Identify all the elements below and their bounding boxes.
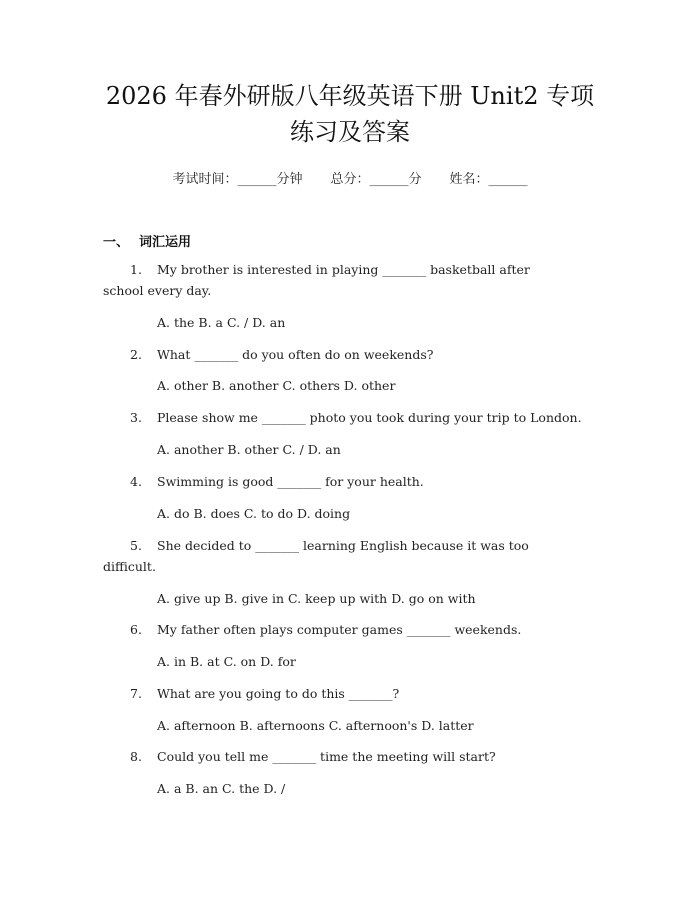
name-label: 姓名：______: [449, 172, 528, 187]
question-options: A. do B. does C. to do D. doing: [157, 506, 351, 521]
total-score-label: 总分：______分: [330, 172, 422, 187]
question-options: A. afternoon B. afternoons C. afternoon's D. latter: [157, 718, 474, 733]
question-text: She decided to _______ learning English because it was too: [157, 538, 529, 553]
question-number: 6.: [130, 622, 142, 637]
question-number: 4.: [130, 474, 142, 489]
question-text: Please show me _______ photo you took during your trip to London.: [157, 410, 582, 425]
question-number: 2.: [130, 347, 142, 362]
question-number: 7.: [130, 686, 142, 701]
title-line-2: 练习及答案: [290, 118, 410, 146]
title-line-1: 2026 年春外研版八年级英语下册 Unit2 专项: [105, 82, 595, 110]
question-options: A. a B. an C. the D. /: [157, 781, 286, 796]
section-heading: [103, 231, 191, 250]
question-number: 3.: [130, 410, 142, 425]
question-text: What are you going to do this _______?: [157, 686, 400, 701]
question-text-continued: school every day.: [103, 283, 212, 298]
section-title: 词汇运用: [139, 235, 192, 250]
question-options: A. the B. a C. / D. an: [157, 315, 286, 330]
question-text: Swimming is good _______ for your health.: [157, 474, 424, 489]
question-number: 1.: [130, 262, 142, 277]
question-options: A. in B. at C. on D. for: [157, 654, 296, 669]
question-options: A. give up B. give in C. keep up with D. go on with: [157, 591, 476, 606]
question-text: My father often plays computer games _______ weekends.: [157, 622, 522, 637]
question-text: My brother is interested in playing _______ basketball after: [157, 262, 530, 277]
exam-info-line: [0, 168, 700, 187]
question-options: A. another B. other C. / D. an: [157, 442, 341, 457]
exam-time-label: 考试时间：______分钟: [172, 172, 303, 187]
section-number: 一、: [103, 235, 130, 250]
question-number: 8.: [130, 749, 142, 764]
question-text: Could you tell me _______ time the meeting will start?: [157, 749, 496, 764]
question-number: 5.: [130, 538, 142, 553]
question-options: A. other B. another C. others D. other: [157, 378, 396, 393]
question-text: What _______ do you often do on weekends?: [157, 347, 434, 362]
question-text-continued: difficult.: [103, 559, 156, 574]
document-title: [70, 78, 630, 150]
